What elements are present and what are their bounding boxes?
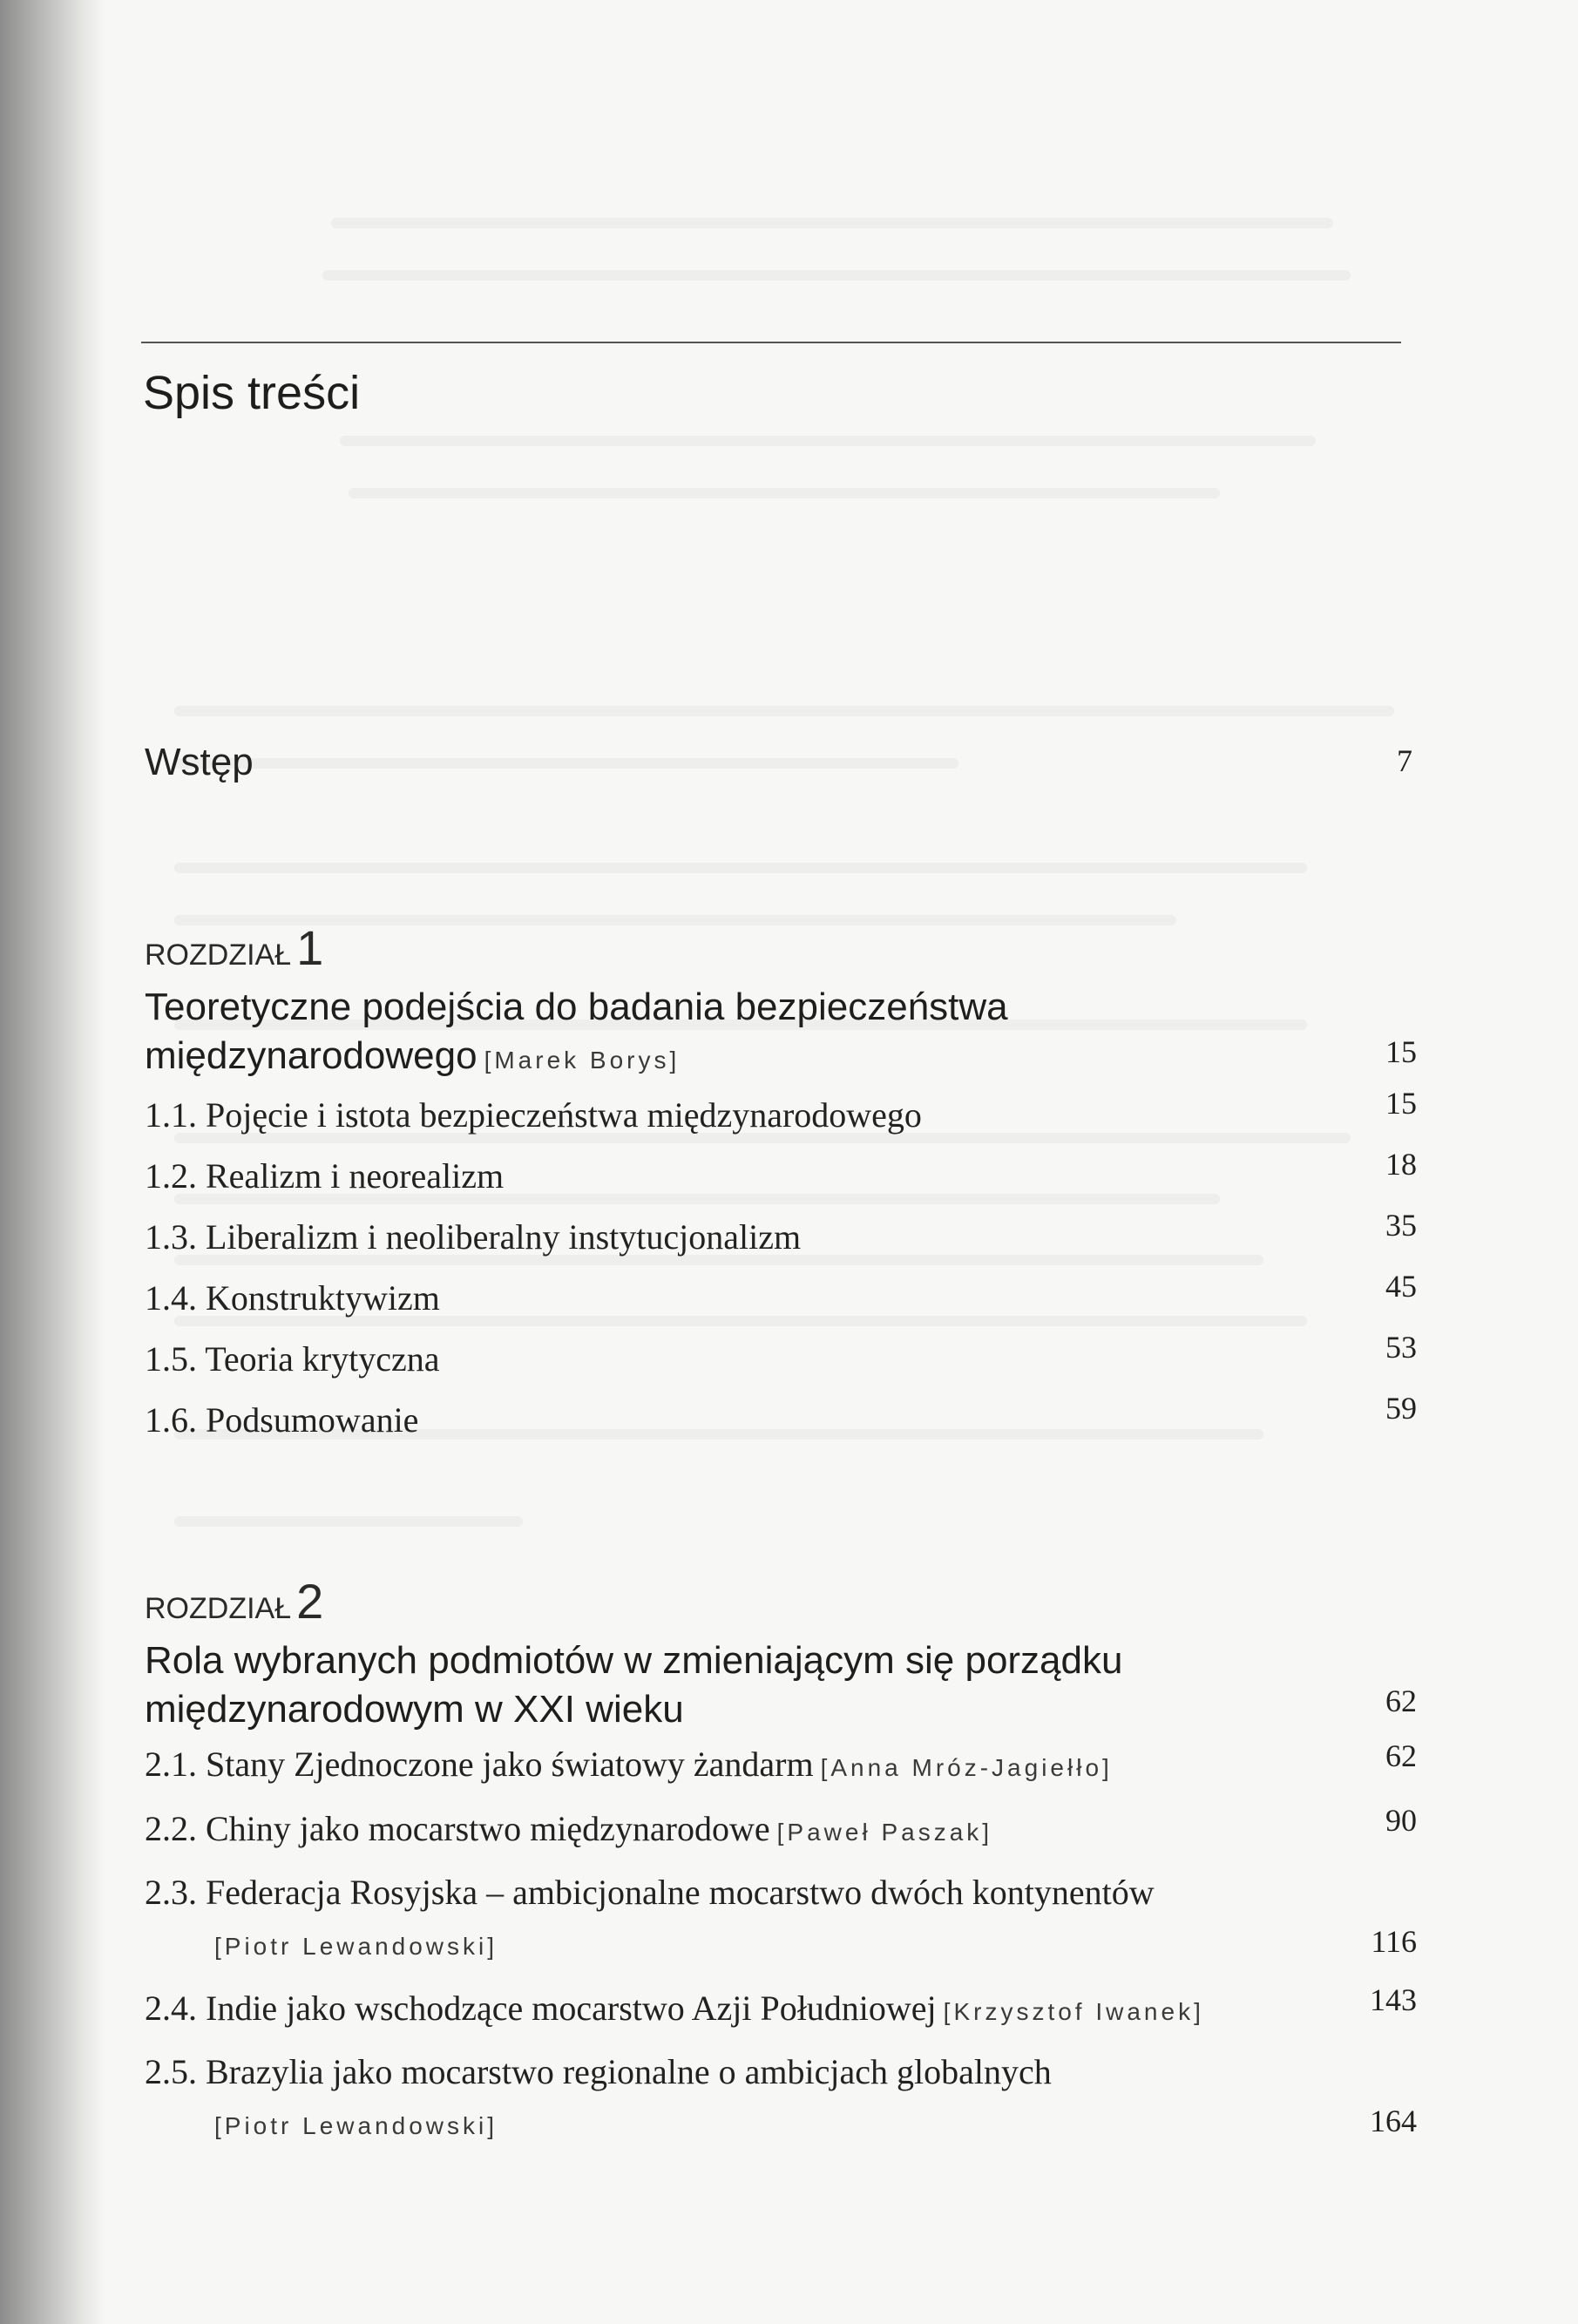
section-title: 2.1. Stany Zjednoczone jako światowy żandarm [145,1745,814,1784]
page-number: 59 [1385,1391,1417,1426]
author-name: [Piotr Lewandowski] [214,1933,498,1960]
page-number: 62 [1385,1684,1417,1718]
chapter-title-line1: Rola wybranych podmiotów w zmieniającym się porządku [145,1639,1123,1682]
toc-section[interactable] [145,1978,1417,2043]
page-number: 7 [1397,743,1412,778]
section-title: 1.5. Teoria krytyczna [145,1339,440,1379]
toc-section[interactable] [145,1207,1417,1268]
toc-section[interactable] [145,1268,1417,1329]
page-number: 18 [1385,1147,1417,1182]
chapter-heading [145,919,1417,976]
chapter-label: ROZDZIAŁ [145,1592,292,1625]
toc-section[interactable] [145,1799,1417,1863]
author-name: [Anna Mróz-Jagiełło] [820,1754,1113,1781]
toc-entry-introduction[interactable] [145,741,1412,784]
chapter-title-line1: Teoretyczne podejścia do badania bezpieczeństwa [145,986,1008,1028]
toc-section[interactable] [145,1390,1417,1451]
chapter-1 [145,919,1417,1451]
chapter-heading [145,1573,1417,1630]
chapter-title-line2: międzynarodowym w XXI wieku [145,1688,684,1731]
chapter-title-line2: międzynarodowego [145,1034,477,1077]
page-number: 116 [1371,1924,1417,1959]
header-rule [141,342,1401,343]
page-number: 62 [1385,1738,1417,1773]
section-title: 1.1. Pojęcie i istota bezpieczeństwa międzynarodowego [145,1095,922,1135]
chapter-number: 2 [296,1574,324,1629]
page-number: 143 [1370,1982,1417,2017]
page-number: 90 [1385,1803,1417,1838]
toc-section[interactable] [145,1734,1417,1799]
entry-label: Wstęp [145,741,254,783]
author-name: [Paweł Paszak] [776,1819,993,1846]
chapter-title[interactable] [145,983,1417,1085]
section-title: 2.3. Federacja Rosyjska – ambicjonalne mocarstwo dwóch kontynentów [145,1873,1155,1912]
toc-section[interactable] [145,2043,1417,2158]
toc-section[interactable] [145,1863,1417,1978]
page-number: 45 [1385,1269,1417,1304]
book-spine-shadow [0,0,105,2324]
author-name: [Marek Borys] [484,1047,681,1074]
author-name: [Piotr Lewandowski] [214,2112,498,2139]
section-title: 1.2. Realizm i neorealizm [145,1156,505,1196]
section-title: 1.3. Liberalizm i neoliberalny instytucjonalizm [145,1217,802,1257]
section-title: 1.6. Podsumowanie [145,1400,419,1440]
page-number: 15 [1385,1086,1417,1121]
chapter-2 [145,1573,1417,2158]
chapter-number: 1 [296,920,324,975]
page-number: 15 [1385,1034,1417,1069]
toc-section[interactable] [145,1085,1417,1146]
toc-section[interactable] [145,1146,1417,1207]
section-title: 2.2. Chiny jako mocarstwo międzynarodowe [145,1809,770,1848]
toc-section[interactable] [145,1329,1417,1390]
page-number: 164 [1370,2104,1417,2138]
chapter-title[interactable] [145,1636,1417,1734]
chapter-label: ROZDZIAŁ [145,938,292,972]
section-title: 2.5. Brazylia jako mocarstwo regionalne o ambicjach globalnych [145,2052,1052,2091]
page-number: 53 [1385,1330,1417,1365]
section-title: 2.4. Indie jako wschodzące mocarstwo Azji Południowej [145,1989,937,2028]
section-title: 1.4. Konstruktywizm [145,1278,440,1318]
page-title: Spis treści [143,367,361,419]
author-name: [Krzysztof Iwanek] [943,1998,1204,2025]
page-number: 35 [1385,1208,1417,1243]
